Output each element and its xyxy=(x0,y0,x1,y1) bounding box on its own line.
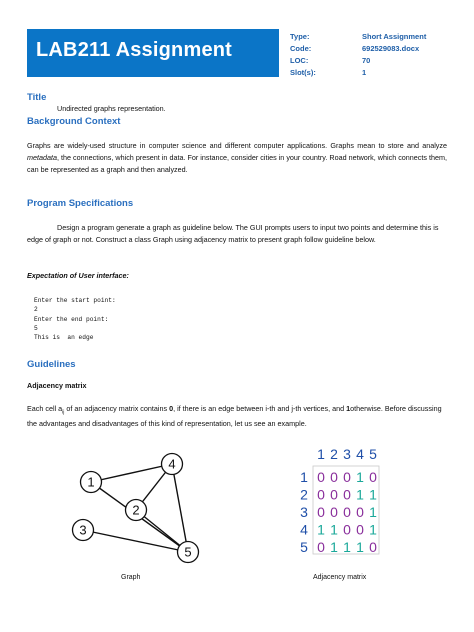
matrix-row-label: 5 xyxy=(300,539,308,555)
matrix-column-label: 3 xyxy=(343,446,351,462)
matrix-cell: 0 xyxy=(343,521,351,538)
matrix-cell: 1 xyxy=(343,539,351,555)
graph-node-5 xyxy=(178,542,199,563)
matrix-cell: 1 xyxy=(369,521,377,538)
program-text: Design a program generate a graph as guideline below. The GUI prompts users to input two points and determine this is edge of graph or not. Construct a class Graph using adjacency matrix to present graph follow guideline below. xyxy=(27,223,439,244)
matrix-cell: 0 xyxy=(330,504,338,520)
matrix-cell: 0 xyxy=(317,504,325,520)
matrix-row-label: 3 xyxy=(300,504,308,520)
console-line: 2 xyxy=(34,306,38,314)
matrix-row-label: 2 xyxy=(300,486,308,503)
matrix-cell: 1 xyxy=(330,521,338,538)
console-output xyxy=(34,296,116,342)
matrix-cell: 1 xyxy=(356,539,364,555)
adjacency-subheading: Adjacency matrix xyxy=(27,381,87,390)
meta-code-value: 692529083.docx xyxy=(362,44,420,53)
matrix-row-label: 4 xyxy=(300,521,308,538)
title-text: Undirected graphs representation. xyxy=(57,104,166,113)
meta-slot-label: Slot(s): xyxy=(290,68,316,77)
matrix-cell: 1 xyxy=(369,504,377,520)
matrix-cell: 0 xyxy=(343,469,351,485)
matrix-column-label: 4 xyxy=(356,446,364,462)
matrix-cell: 1 xyxy=(369,486,377,503)
graph-node-2 xyxy=(126,500,147,521)
meta-loc-value: 70 xyxy=(362,56,371,65)
guidelines-heading: Guidelines xyxy=(27,359,76,370)
matrix-cell: 0 xyxy=(343,504,351,520)
matrix-content xyxy=(300,446,377,555)
matrix-cell: 0 xyxy=(317,539,325,555)
matrix-cell: 0 xyxy=(317,469,325,485)
title-heading: Title xyxy=(27,92,47,103)
adjacency-matrix-figure xyxy=(295,445,395,555)
meta-slot-value: 1 xyxy=(362,68,367,77)
matrix-cell: 0 xyxy=(369,469,377,485)
console-line: Enter the end point: xyxy=(34,315,109,323)
graph-figure xyxy=(60,448,220,573)
matrix-column-label: 2 xyxy=(330,446,338,462)
graph-node-label: 2 xyxy=(132,502,140,518)
matrix-column-label: 1 xyxy=(317,446,325,462)
graph-node-label: 1 xyxy=(87,474,95,490)
background-heading: Background Context xyxy=(27,116,121,127)
matrix-cell: 0 xyxy=(317,486,325,503)
ui-expectation-heading: Expectation of User interface: xyxy=(27,271,129,280)
background-text: Graphs are widely-used structure in computer science and different computer applications. Graphs mean to store and analyze metadata, the connections, which present in data. For instance, consider cities in your country. Road network, which connects them, can be represented as a graph and then analyzed. xyxy=(27,141,447,174)
matrix-cell: 1 xyxy=(330,539,338,555)
matrix-cell: 1 xyxy=(317,521,325,538)
matrix-cell: 0 xyxy=(356,521,364,538)
matrix-cell: 1 xyxy=(356,486,364,503)
program-heading: Program Specifications xyxy=(27,198,134,209)
console-line: This is an edge xyxy=(34,334,94,342)
matrix-caption: Adjacency matrix xyxy=(313,574,367,581)
matrix-row-label: 1 xyxy=(300,469,308,485)
graph-edge-4-5 xyxy=(172,464,188,552)
matrix-cell: 0 xyxy=(330,469,338,485)
graph-node-4 xyxy=(162,454,183,475)
graph-node-label: 3 xyxy=(79,522,87,538)
graph-node-1 xyxy=(81,472,102,493)
graph-node-3 xyxy=(73,520,94,541)
matrix-column-label: 5 xyxy=(369,446,377,462)
matrix-cell: 0 xyxy=(343,486,351,503)
matrix-cell: 0 xyxy=(330,486,338,503)
guidelines-text: Each cell $a_{ij}$ of an adjacency matrix contains 0, if there is an edge between i-th and j-th vertices, and 1otherwise. Before discussing the advantages and disadvantages of this kind of representation, let us see an example. xyxy=(27,404,442,429)
meta-loc-label: LOC: xyxy=(290,56,309,65)
matrix-cell: 0 xyxy=(356,504,364,520)
matrix-cell: 0 xyxy=(369,539,377,555)
console-line: 5 xyxy=(34,324,38,332)
matrix-cell: 1 xyxy=(356,469,364,485)
document-title: LAB211 Assignment xyxy=(36,39,233,61)
graph-caption: Graph xyxy=(121,574,141,581)
meta-type-label: Type: xyxy=(290,32,310,41)
graph-node-label: 5 xyxy=(184,544,192,560)
graph-node-label: 4 xyxy=(168,456,176,472)
console-line: Enter the start point: xyxy=(34,297,116,304)
meta-code-label: Code: xyxy=(290,44,312,53)
meta-type-value: Short Assignment xyxy=(362,32,427,41)
